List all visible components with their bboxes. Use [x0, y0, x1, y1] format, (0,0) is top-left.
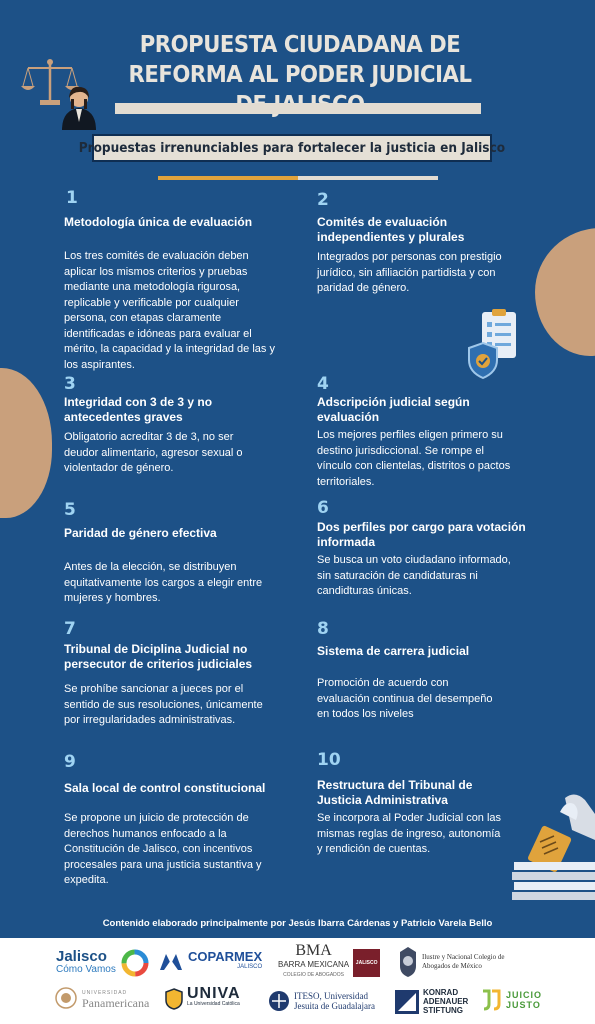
ballot-box-icon: [510, 790, 595, 905]
juicio-justo-mark-icon: [480, 988, 502, 1012]
item-4-heading: Adscripción judicial según evaluación: [317, 395, 470, 424]
item-7-body: Se prohíbe sancionar a jueces por el sentido de sus resoluciones, únicamente por irregularidades administrativas.: [64, 683, 263, 726]
logo-iteso: ITESO, Universidad Jesuita de Guadalajara: [268, 990, 375, 1012]
panamericana-seal-icon: [54, 986, 78, 1010]
iteso-globe-icon: [268, 990, 290, 1012]
decorative-blob-right: [535, 228, 595, 356]
item-3-number: 3: [64, 374, 76, 394]
item-2-number: 2: [317, 190, 329, 210]
partner-logos: [0, 938, 595, 1024]
decorative-blob-left: [0, 368, 52, 518]
item-9-body: Se propone un juicio de protección de derechos humanos enfocado a la Constitución de Jalisco, con incentivos procesales para una justicia sustantiva y expedita.: [64, 812, 262, 886]
item-6-heading: Dos perfiles por cargo para votación informada: [317, 520, 526, 549]
item-9-heading: Sala local de control constitucional: [64, 781, 266, 795]
item-3-heading: Integridad con 3 de 3 y no antecedentes graves: [64, 395, 213, 424]
item-1-body: Los tres comités de evaluación deben aplicar los mismos criterios y pruebas mediante una metodología rigurosa, replicable y verificable por cualquier persona, con etapas claramente identificadas e idóneas para evaluar el mérito, la capacidad y la integridad de las y los aspirantes.: [64, 250, 275, 371]
subtitle-text: Propuestas irrenunciables para fortalecer la justicia en Jalisco: [78, 140, 506, 156]
coparmex-mark-icon: [158, 950, 184, 974]
item-10-number: 10: [317, 750, 341, 770]
logo-univa: UNIVA La Universidad Católica: [165, 988, 241, 1010]
checklist-clipboard-icon: [466, 308, 522, 380]
credit-line: Contenido elaborado principalmente por Jesús Ibarra Cárdenas y Patricio Varela Bello: [102, 918, 493, 929]
accent-divider: [158, 176, 438, 180]
judge-figure-icon: [58, 82, 100, 130]
item-5-heading: Paridad de género efectiva: [64, 526, 217, 540]
logo-konrad-adenauer: KONRAD ADENAUER STIFTUNG: [395, 988, 468, 1015]
logo-jalisco-como-vamos: Jalisco Cómo Vamos: [56, 948, 150, 978]
logo-colegio-abogados: Ilustre y Nacional Colegio de Abogados de México: [398, 946, 510, 978]
item-7-number: 7: [64, 619, 76, 639]
colegio-crest-icon: [398, 946, 418, 978]
item-2-body: Integrados por personas con prestigio jurídico, sin afiliación partidista y con paridad de género.: [317, 251, 502, 294]
item-5-number: 5: [64, 500, 76, 520]
logo-juicio-justo: JUICIO JUSTO: [480, 988, 542, 1012]
item-8-number: 8: [317, 619, 329, 639]
item-10-heading: Restructura del Tribunal de Justicia Administrativa: [317, 778, 473, 807]
logo-coparmex: COPARMEX JALISCO: [158, 950, 262, 974]
item-6-body: Se busca un voto ciudadano informado, sin saturación de candidaturas ni candidturas únicas.: [317, 554, 511, 597]
page-title: PROPUESTA CIUDADANA DE REFORMA AL PODER JUDICIAL: [128, 32, 472, 88]
item-9-number: 9: [64, 752, 76, 772]
subtitle-banner: [78, 134, 506, 162]
item-3-body: Obligatorio acreditar 3 de 3, no ser deudor alimentario, agresor sexual o violentador de género.: [64, 431, 243, 474]
item-5-body: Antes de la elección, se distribuyen equitativamente los cargos a elegir entre mujeres y hombres.: [64, 561, 263, 604]
item-10-body: Se incorpora al Poder Judicial con las mismas reglas de ingreso, autonomía y rendición de cuentas.: [317, 812, 502, 855]
item-1-number: 1: [66, 188, 78, 208]
item-4-body: Los mejores perfiles eligen primero su destino jurisdiccional. Se rompe el vínculo con clientelas, distritos o pactos territoriales.: [317, 429, 511, 488]
item-2-heading: Comités de evaluación independientes y plurales: [317, 215, 465, 244]
color-ring-icon: [120, 948, 150, 978]
item-8-body: Promoción de acuerdo con evaluación continua del desempeño en todos los niveles: [317, 677, 493, 720]
logo-barra-mexicana: BMA BARRA MEXICANA COLEGIO DE ABOGADOS JALISCO: [278, 946, 380, 980]
logo-universidad-panamericana: UNIVERSIDAD Panamericana: [54, 986, 149, 1010]
item-7-heading: Tribunal de Diciplina Judicial no persecutor de criterios judiciales: [64, 642, 253, 671]
item-1-heading: Metodología única de evaluación: [64, 215, 253, 229]
item-4-number: 4: [317, 374, 329, 394]
item-6-number: 6: [317, 498, 329, 518]
konrad-mark-icon: [395, 990, 419, 1014]
item-8-heading: Sistema de carrera judicial: [317, 644, 470, 658]
title-divider: [115, 103, 481, 114]
univa-shield-icon: [165, 988, 183, 1010]
